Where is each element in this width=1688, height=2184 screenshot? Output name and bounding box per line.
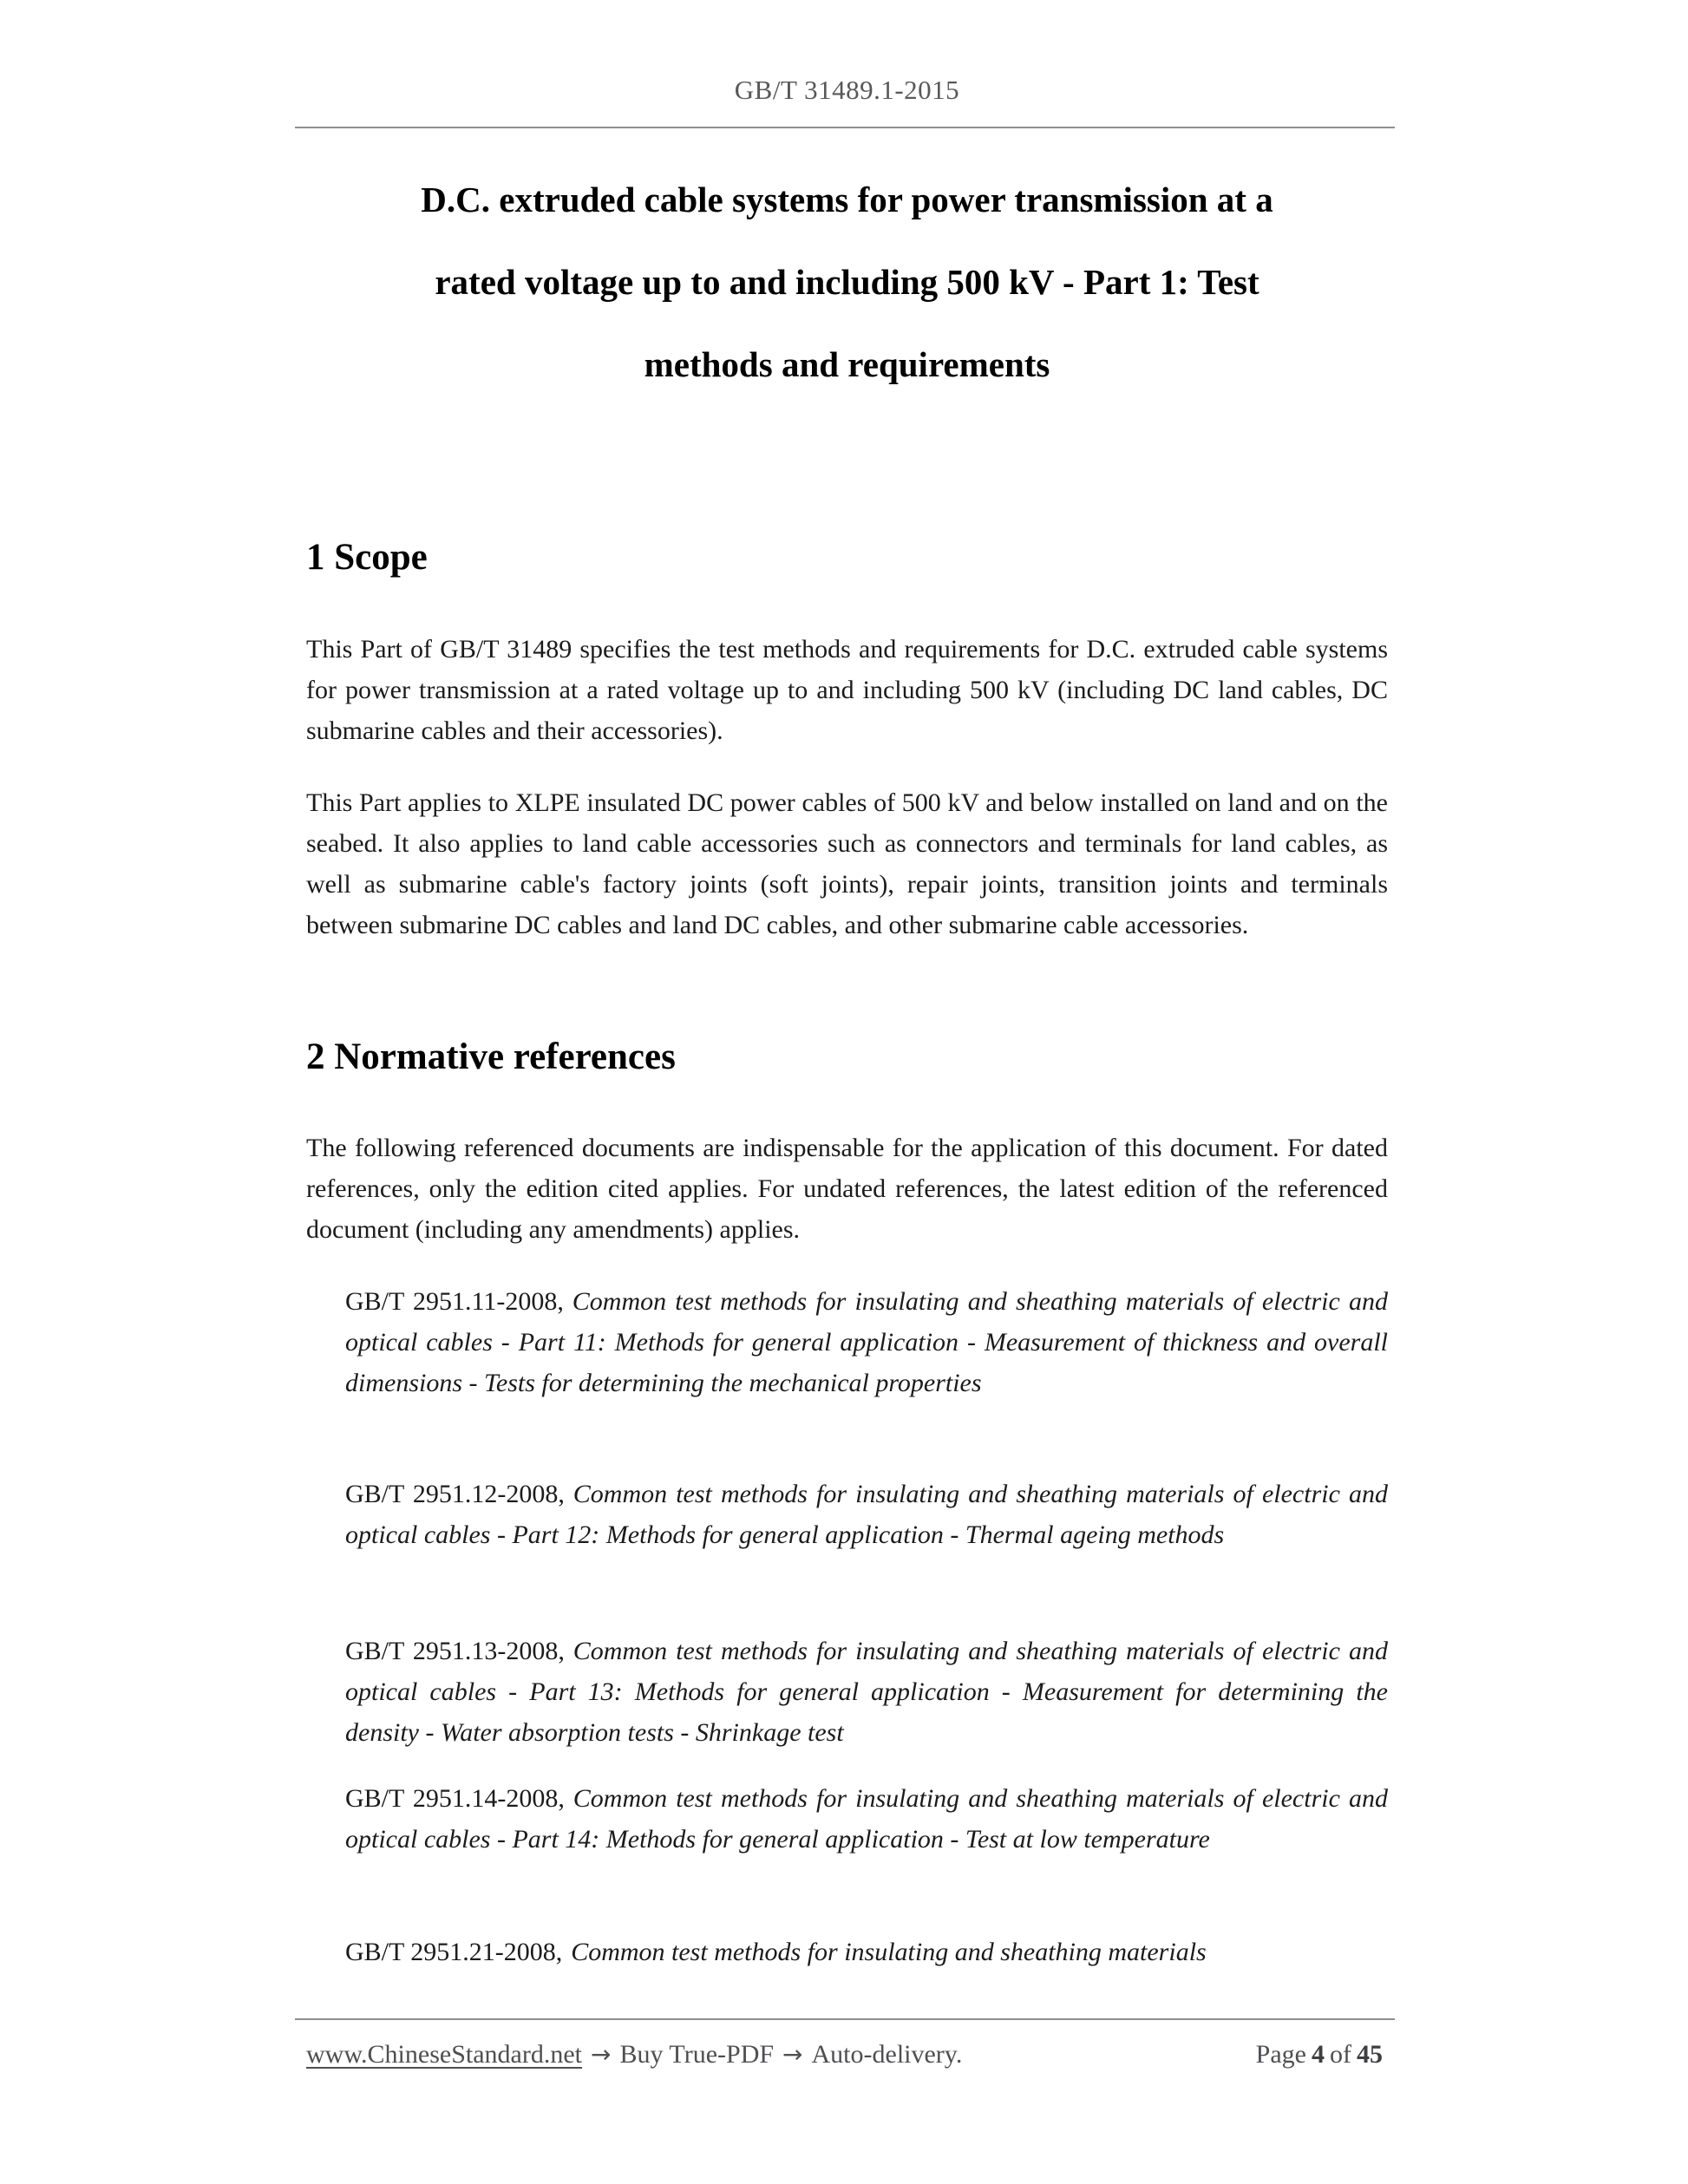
reference-code: GB/T 2951.11-2008,	[345, 1287, 564, 1316]
of-label: of	[1330, 2040, 1351, 2069]
buy-true-pdf-label: Buy True-PDF	[619, 2040, 775, 2069]
reference-item	[345, 1778, 1388, 1860]
document-title-line: rated voltage up to and including 500 kV - Part 1: Test	[435, 262, 1259, 302]
reference-item	[345, 1631, 1388, 1753]
reference-title: Common test methods for insulating and sheathing materials	[571, 1938, 1207, 1966]
reference-title: Common test methods for insulating and sheathing materials of electric and optical cables - Part 11: Methods for general application - Measurement of thickness and overall dimensions - Tests for determining the mechanical properties	[345, 1287, 1388, 1397]
reference-code: GB/T 2951.13-2008,	[345, 1637, 565, 1665]
reference-code: GB/T 2951.21-2008,	[345, 1938, 563, 1966]
page-label: Page	[1255, 2040, 1306, 2069]
reference-code: GB/T 2951.12-2008,	[345, 1480, 565, 1508]
arrow-icon: →	[782, 2040, 803, 2069]
document-title-line: methods and requirements	[644, 344, 1050, 384]
normative-references-intro-paragraph: The following referenced documents are indispensable for the application of this document. For dated references, only the edition cited applies. For undated references, the latest edition of the referenced document (including any amendments) applies.	[306, 1134, 1388, 1244]
reference-title: Common test methods for insulating and sheathing materials of electric and optical cables - Part 12: Methods for general application - Thermal ageing methods	[345, 1480, 1388, 1549]
scope-paragraph-2: This Part applies to XLPE insulated DC power cables of 500 kV and below installed on land and on the seabed. It also applies to land cable accessories such as connectors and terminals for land cables, as well as submarine cable's factory joints (soft joints), repair joints, transition joints and terminals between submarine DC cables and land DC cables, and other submarine cable accessories.	[306, 788, 1388, 939]
page-indicator	[1256, 2040, 1383, 2070]
website-link[interactable]: www.ChineseStandard.net	[306, 2040, 582, 2069]
reference-code: GB/T 2951.14-2008,	[345, 1784, 565, 1813]
section-heading-normative-references: 2 Normative references	[306, 1036, 676, 1077]
reference-item	[345, 1932, 1388, 1972]
reference-title: Common test methods for insulating and sheathing materials of electric and optical cables - Part 14: Methods for general application - Test at low temperature	[345, 1784, 1388, 1854]
footer-info	[306, 2040, 962, 2070]
section-heading-scope: 1 Scope	[306, 537, 428, 578]
document-title	[306, 159, 1388, 406]
reference-item	[345, 1474, 1388, 1555]
scope-paragraph-1: This Part of GB/T 31489 specifies the test methods and requirements for D.C. extruded cable systems for power transmission at a rated voltage up to and including 500 kV (including DC land cables, DC submarine cables and their accessories).	[306, 635, 1388, 745]
footer-divider	[295, 2018, 1395, 2020]
arrow-icon: →	[591, 2040, 612, 2069]
document-title-line: D.C. extruded cable systems for power transmission at a	[421, 180, 1273, 219]
page-total: 45	[1357, 2040, 1383, 2069]
header-divider	[295, 127, 1395, 128]
reference-item	[345, 1281, 1388, 1403]
page-number: 4	[1312, 2040, 1325, 2069]
reference-title: Common test methods for insulating and sheathing materials of electric and optical cables - Part 13: Methods for general application - Measurement for determining the density - Water absorption tests - Shrinkage test	[345, 1637, 1388, 1747]
auto-delivery-label: Auto-delivery.	[811, 2040, 963, 2069]
header-doc-number: GB/T 31489.1-2015	[734, 75, 960, 105]
